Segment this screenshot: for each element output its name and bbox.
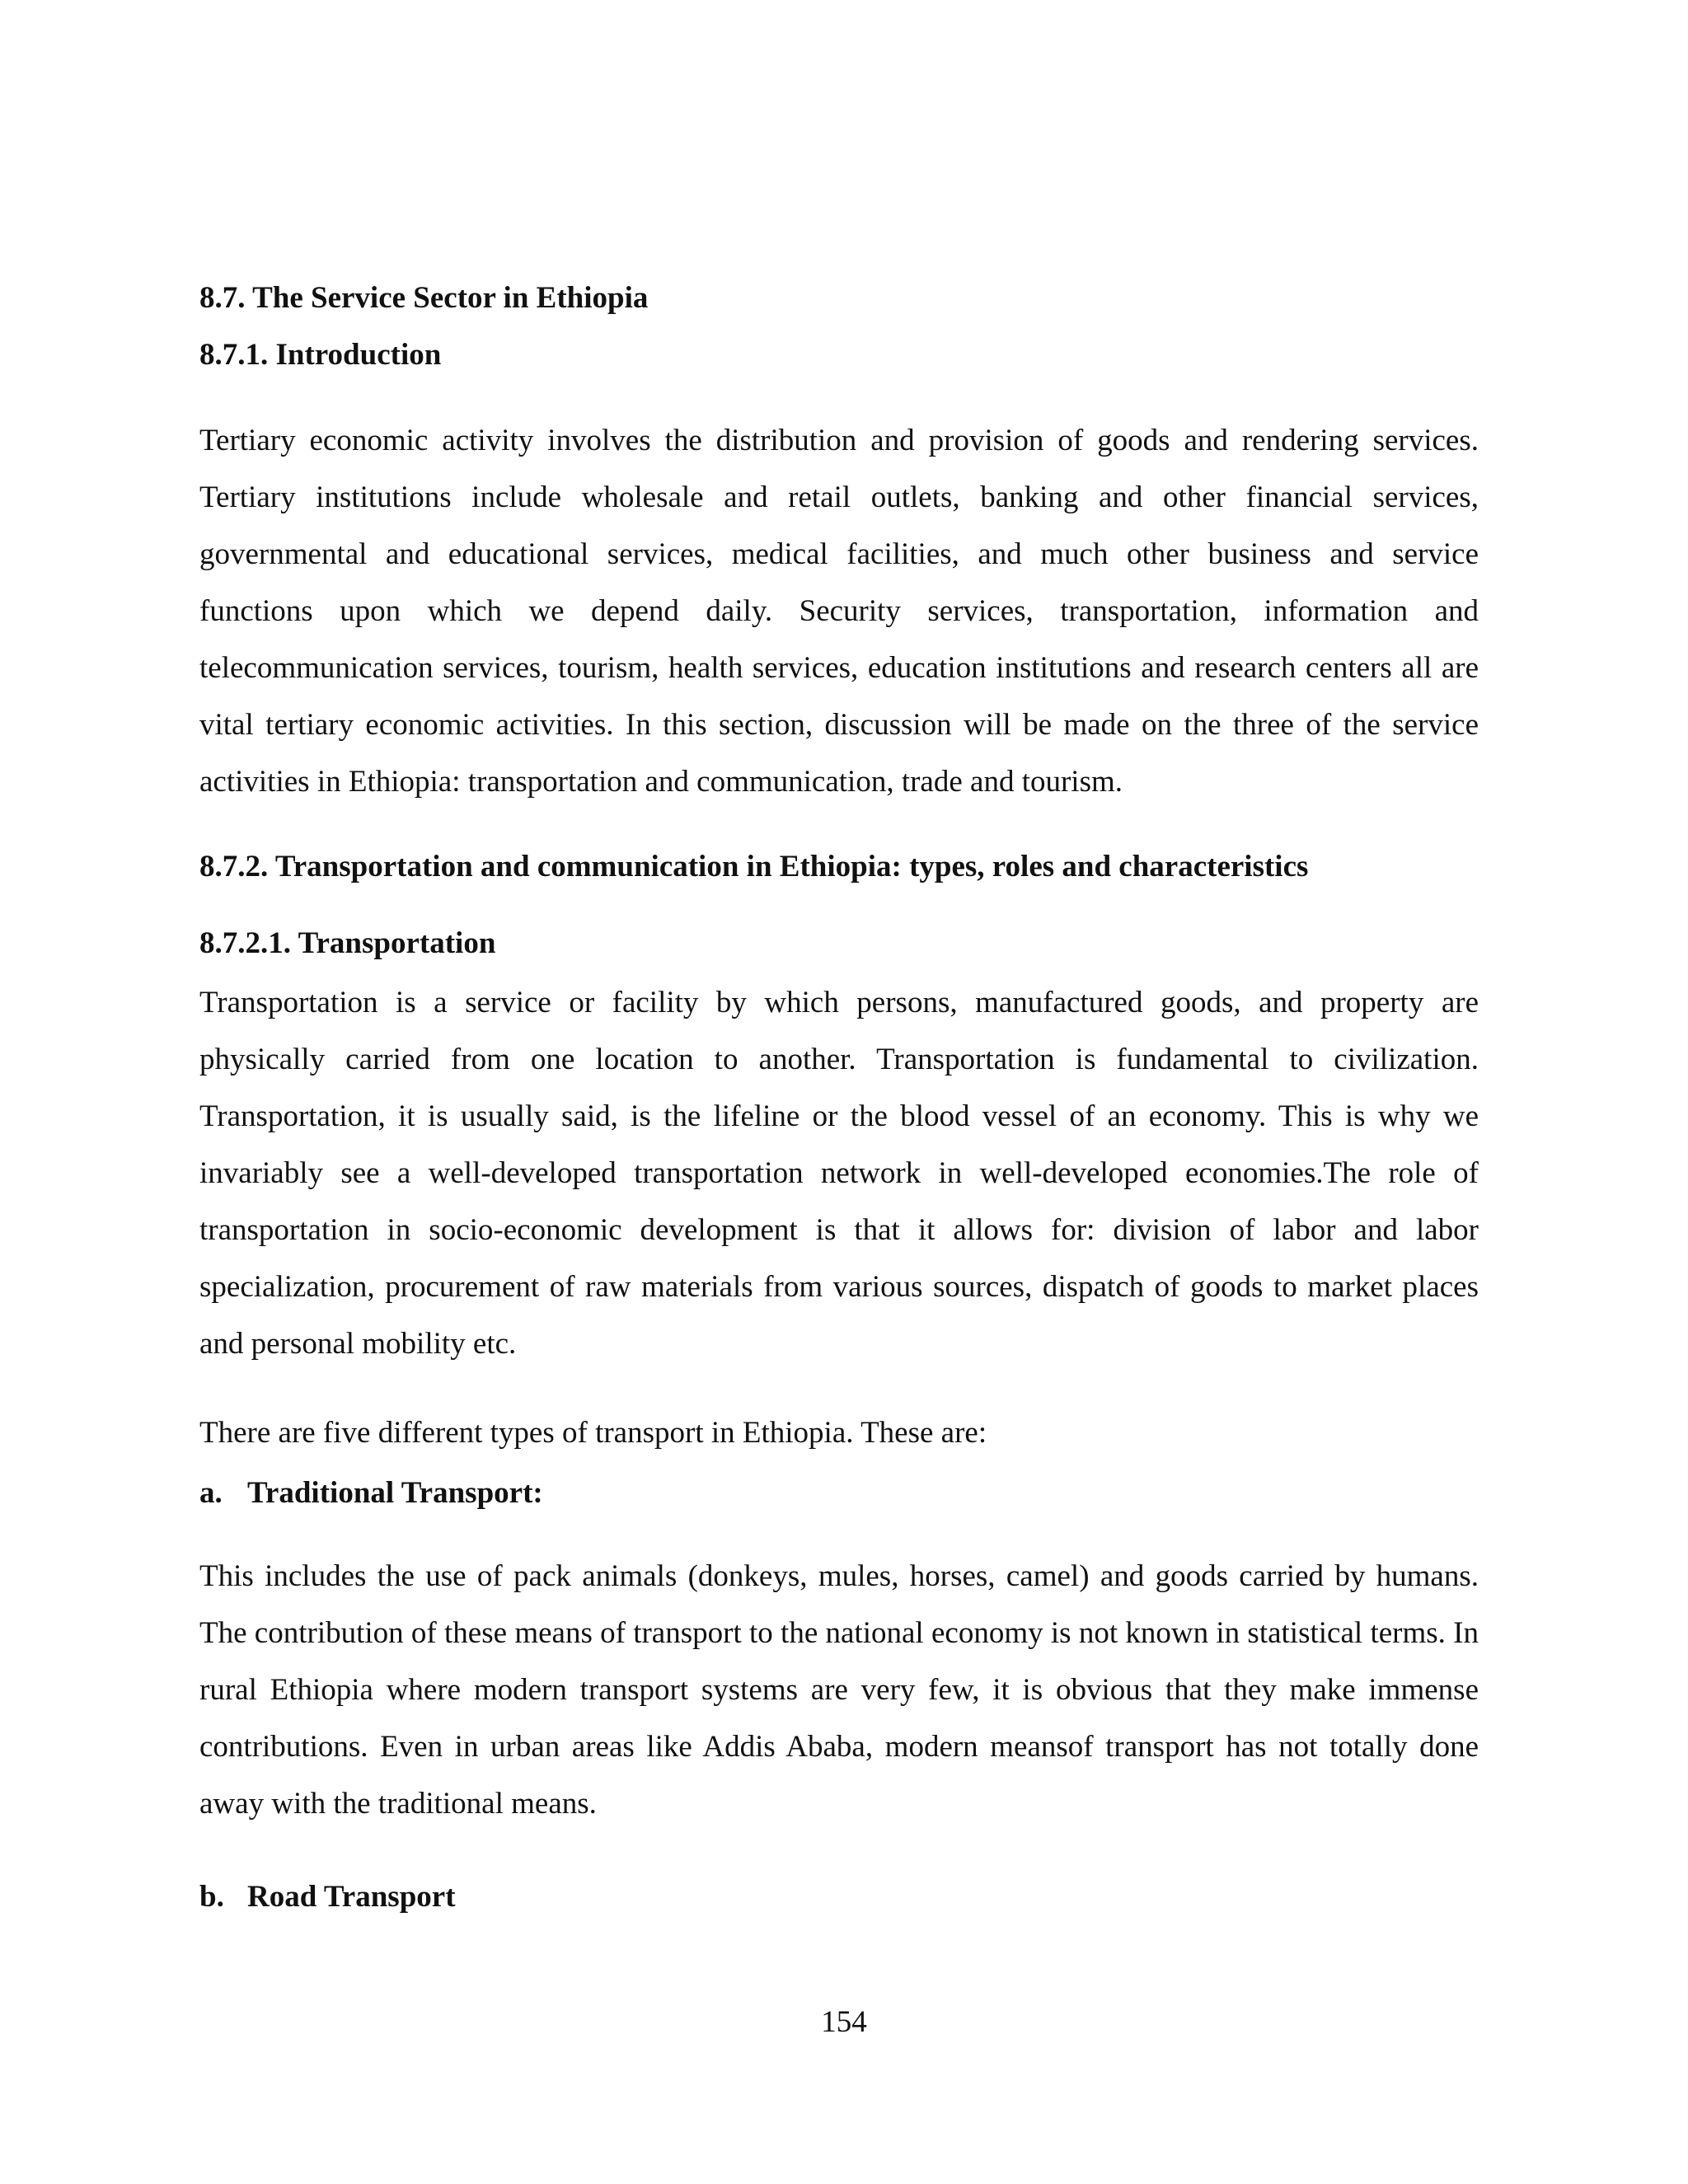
section-title-8-7-1: 8.7.1. Introduction [199, 338, 442, 372]
traditional-transport-paragraph: This includes the use of pack animals (donkeys, mules, horses, camel) and goods carried by humans. The contribution of these means of transport to the national economy is not known in statistical terms. In rural Ethiopia where modern transport systems are very few, it is obvious that they make immense contributions. Even in urban areas like Addis Ababa, modern meansof transport has not totally done away with the traditional means. [199, 1559, 1479, 1821]
list-item-traditional-transport [199, 1475, 1479, 1511]
page-number: 154 [821, 2005, 867, 2039]
transport-types-intro: There are five different types of transport in Ethiopia. These are: [199, 1416, 987, 1450]
section-title-8-7-2: 8.7.2. Transportation and communication in Ethiopia: types, roles and characteristics [199, 850, 1309, 883]
list-label-road-transport: Road Transport [247, 1880, 456, 1914]
transportation-paragraph: Transportation is a service or facility by which persons, manufactured goods, and property are physically carried from one location to another. Transportation is fundamental to civilization. Transportation, it is usually said, is the lifeline or the blood vessel of an economy. This is why we invariably see a well-developed transportation network in well-developed economies.The role of transportation in socio-economic development is that it allows for: division of labor and labor specialization, procurement of raw materials from various sources, dispatch of goods to market places and personal mobility etc. [199, 986, 1479, 1361]
list-marker-a: a. [199, 1476, 223, 1510]
list-item-road-transport [199, 1879, 1479, 1915]
section-title-8-7-2-1: 8.7.2.1. Transportation [199, 926, 496, 960]
list-label-traditional-transport: Traditional Transport: [247, 1476, 543, 1510]
list-marker-b: b. [199, 1880, 224, 1914]
section-title-8-7: 8.7. The Service Sector in Ethiopia [199, 281, 649, 315]
intro-paragraph: Tertiary economic activity involves the distribution and provision of goods and rendering services. Tertiary institutions include wholesale and retail outlets, banking and other financial services, governmental and educational services, medical facilities, and much other business and service functions upon which we depend daily. Security services, transportation, information and telecommunication services, tourism, health services, education institutions and research centers all are vital tertiary economic activities. In this section, discussion will be made on the three of the service activities in Ethiopia: transportation and communication, trade and tourism. [199, 424, 1479, 799]
